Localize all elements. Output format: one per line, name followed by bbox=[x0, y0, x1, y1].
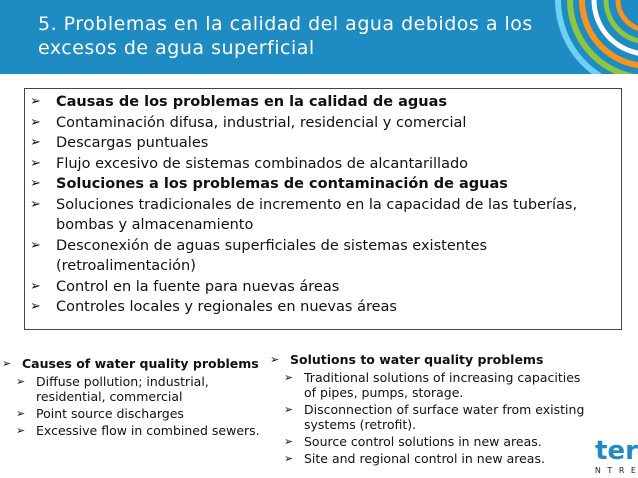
list-item: ➢ Flujo excesivo de sistemas combinados de alcantarillado bbox=[28, 154, 618, 175]
arrow-bullet-icon: ➢ bbox=[284, 435, 294, 448]
list-item: ➢ Descargas puntuales bbox=[28, 133, 618, 154]
arrow-bullet-icon: ➢ bbox=[16, 407, 26, 420]
list-item: ➢ Causas de los problemas en la calidad de aguas bbox=[28, 92, 618, 113]
english-solutions-list bbox=[270, 352, 590, 468]
arrow-bullet-icon: ➢ bbox=[30, 196, 41, 212]
arrow-bullet-icon: ➢ bbox=[30, 155, 41, 171]
list-item: ➢ Source control solutions in new areas. bbox=[284, 434, 542, 449]
slide-header bbox=[0, 0, 638, 74]
list-item: ➢ Desconexión de aguas superficiales de sistemas existentes (retroalimentación) bbox=[30, 237, 488, 274]
list-item: ➢ Disconnection of surface water from existing systems (retrofit). bbox=[284, 402, 585, 432]
list-item: ➢ Controles locales y regionales en nuevas áreas bbox=[28, 297, 618, 318]
arrow-bullet-icon: ➢ bbox=[30, 94, 41, 109]
arrow-bullet-icon: ➢ bbox=[284, 403, 294, 416]
list-item: ➢ Traditional solutions of increasing capacities of pipes, pumps, storage. bbox=[284, 370, 581, 400]
list-item: ➢ Soluciones tradicionales de incremento en la capacidad de las tuberías, bombas y almacenamiento bbox=[30, 196, 578, 233]
arrow-bullet-icon: ➢ bbox=[284, 452, 294, 465]
arrow-bullet-icon: ➢ bbox=[284, 371, 294, 384]
list-item: ➢ Control en la fuente para nuevas áreas bbox=[28, 277, 618, 298]
arrow-bullet-icon: ➢ bbox=[30, 237, 41, 253]
list-item: ➢ Diffuse pollution; industrial, residential, commercial bbox=[16, 374, 209, 404]
arrow-bullet-icon: ➢ bbox=[30, 278, 41, 294]
arrow-bullet-icon: ➢ bbox=[30, 176, 41, 191]
slide-title: 5. Problemas en la calidad del agua debidos a los excesos de agua superficial bbox=[38, 13, 533, 59]
list-item: ➢ Site and regional control in new areas. bbox=[284, 451, 545, 466]
brand-logo: ter bbox=[595, 436, 638, 466]
arrow-bullet-icon: ➢ bbox=[16, 375, 26, 388]
list-item: ➢ Point source discharges bbox=[16, 406, 184, 421]
list-heading: ➢ Causes of water quality problems bbox=[2, 356, 259, 371]
list-heading: ➢ Solutions to water quality problems bbox=[270, 352, 544, 367]
arrow-bullet-icon: ➢ bbox=[30, 114, 41, 130]
list-item: ➢ Excessive flow in combined sewers. bbox=[16, 423, 260, 438]
arrow-bullet-icon: ➢ bbox=[16, 424, 26, 437]
arrow-bullet-icon: ➢ bbox=[30, 299, 41, 314]
decorative-arcs-icon bbox=[538, 0, 638, 74]
brand-logo-subtext: N T R E bbox=[594, 466, 638, 475]
spanish-bullet-list bbox=[28, 92, 618, 318]
arrow-bullet-icon: ➢ bbox=[30, 135, 41, 150]
list-item: ➢ Contaminación difusa, industrial, residencial y comercial bbox=[28, 113, 618, 134]
english-causes-list bbox=[2, 356, 264, 440]
arrow-bullet-icon: ➢ bbox=[270, 353, 280, 366]
list-item: ➢ Soluciones a los problemas de contaminación de aguas bbox=[28, 174, 618, 195]
arrow-bullet-icon: ➢ bbox=[2, 357, 12, 370]
